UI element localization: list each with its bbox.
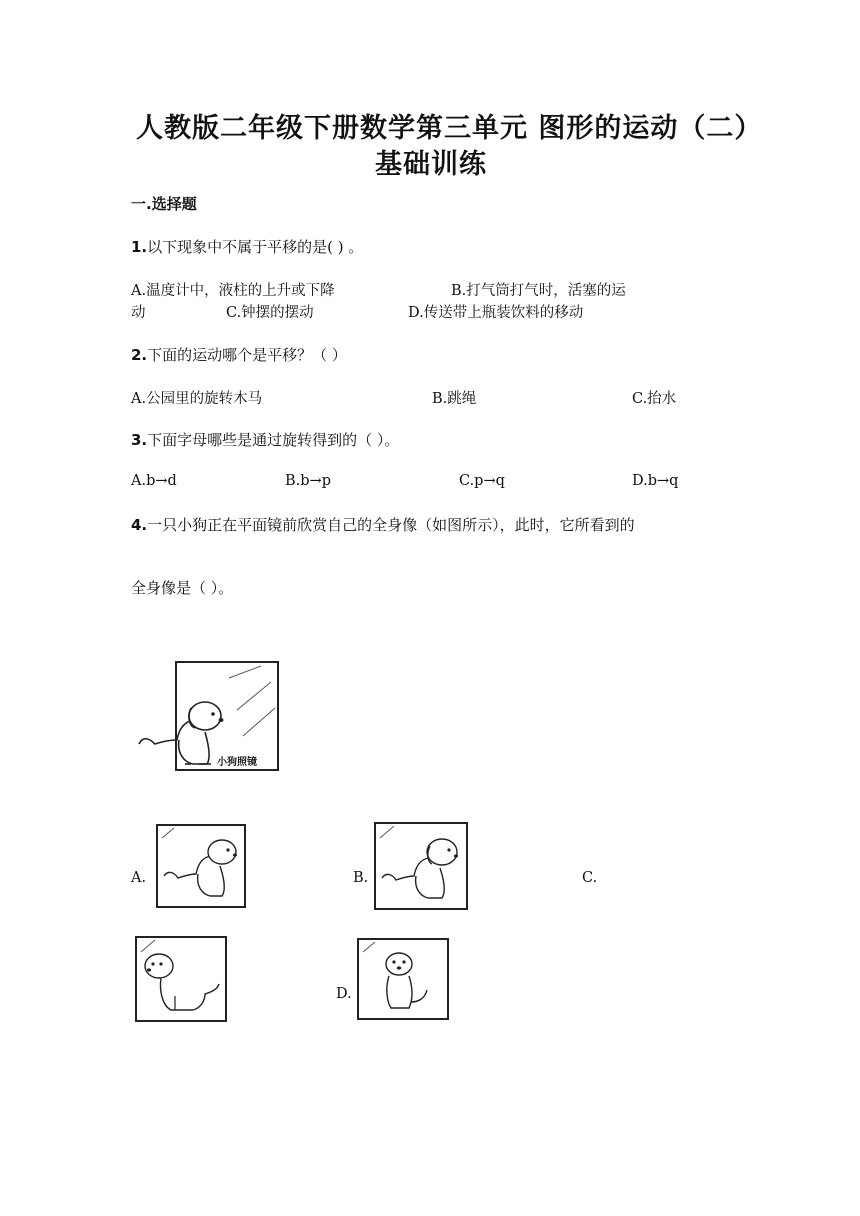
q1-option-d[interactable]: D.传送带上瓶装饮料的移动 bbox=[408, 305, 584, 321]
question-4-text: 一只小狗正在平面镜前欣赏自己的全身像（如图所示），此时，它所看到的 bbox=[147, 516, 635, 534]
question-2-number: 2. bbox=[131, 346, 148, 364]
q3-option-b[interactable]: B.b→p bbox=[285, 473, 331, 489]
page-title-line2: 基础训练 bbox=[375, 149, 487, 180]
q1-option-b[interactable]: B.打气筒打气时，活塞的运 bbox=[451, 283, 626, 299]
q4-option-d-label[interactable]: D. bbox=[336, 986, 352, 1002]
q2-option-b[interactable]: B.跳绳 bbox=[432, 391, 477, 407]
q4-option-c-image[interactable] bbox=[135, 936, 227, 1022]
section-heading: 一.选择题 bbox=[131, 195, 197, 213]
q4-option-b-image[interactable] bbox=[374, 822, 468, 910]
q4-option-c-label[interactable]: C. bbox=[582, 870, 598, 886]
q4-option-a-image[interactable] bbox=[156, 824, 246, 908]
question-4 bbox=[131, 514, 635, 535]
figure-caption: 小狗照镜 bbox=[217, 757, 257, 768]
question-2-text: 下面的运动哪个是平移？（ ） bbox=[147, 346, 347, 364]
question-1-number: 1. bbox=[131, 238, 148, 256]
question-4-text-continued: 全身像是（ ）。 bbox=[131, 579, 234, 597]
page-title-line1: 人教版二年级下册数学第三单元 图形的运动（二） bbox=[136, 113, 763, 144]
question-1 bbox=[131, 236, 363, 257]
question-3-number: 3. bbox=[131, 431, 148, 449]
question-1-text: 以下现象中不属于平移的是( ) 。 bbox=[147, 238, 364, 256]
q2-option-c[interactable]: C.抬水 bbox=[632, 391, 677, 407]
q1-option-b-continued: 动 bbox=[131, 305, 146, 321]
question-2 bbox=[131, 344, 347, 365]
question-3-text: 下面字母哪些是通过旋转得到的（ ）。 bbox=[147, 431, 400, 449]
q1-option-a[interactable]: A.温度计中，液柱的上升或下降 bbox=[131, 283, 335, 299]
q3-option-d[interactable]: D.b→q bbox=[632, 473, 679, 489]
q3-option-a[interactable]: A.b→d bbox=[131, 473, 177, 489]
q4-option-b-label[interactable]: B. bbox=[353, 870, 369, 886]
question-4-number: 4. bbox=[131, 516, 148, 534]
q4-option-d-image[interactable] bbox=[357, 938, 449, 1020]
question-3 bbox=[131, 429, 399, 450]
dog-mirror-figure bbox=[133, 658, 283, 776]
q1-option-c[interactable]: C.钟摆的摆动 bbox=[226, 305, 314, 321]
q3-option-c[interactable]: C.p→q bbox=[459, 473, 505, 489]
q4-option-a-label[interactable]: A. bbox=[131, 870, 147, 886]
q2-option-a[interactable]: A.公园里的旋转木马 bbox=[131, 391, 263, 407]
